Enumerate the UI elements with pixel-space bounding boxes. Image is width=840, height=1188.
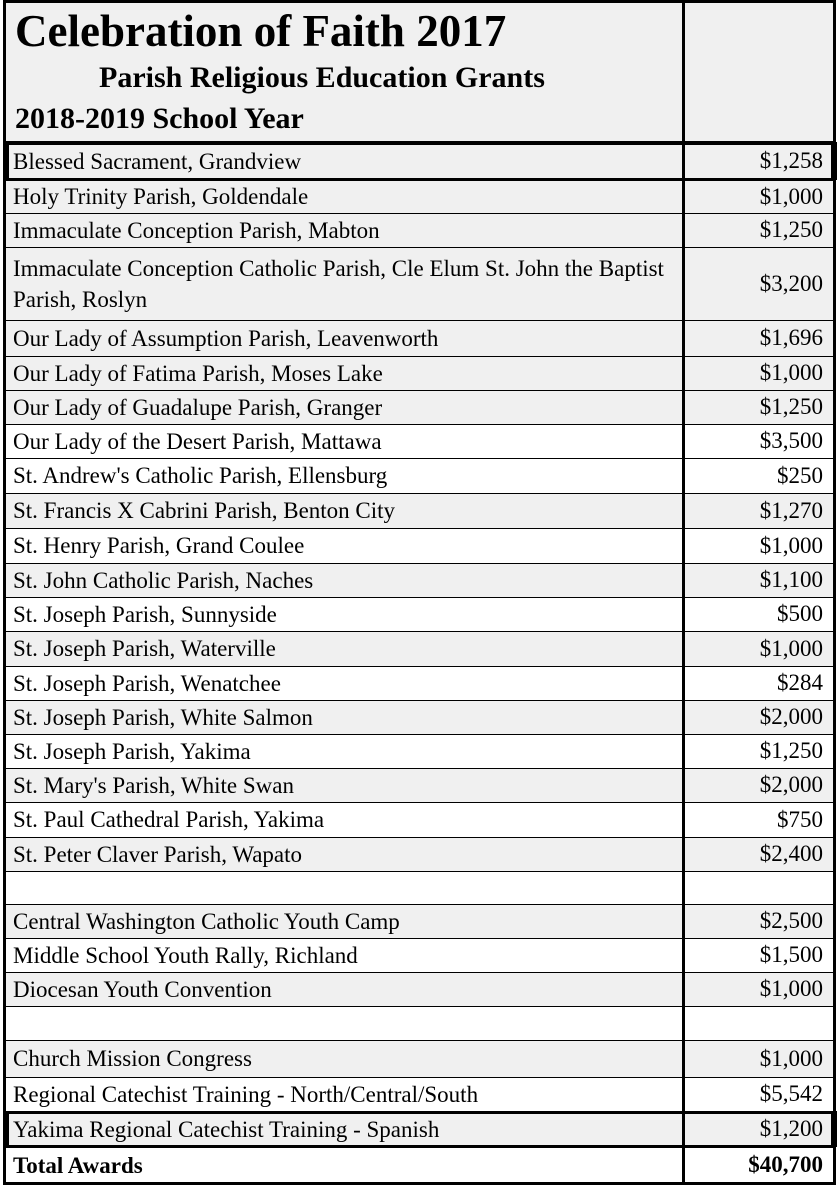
grant-amount: $2,500: [683, 904, 835, 938]
row-rule: [5, 972, 835, 973]
grant-recipient: Our Lady of Assumption Parish, Leavenworth: [5, 320, 683, 356]
row-outline-left: [3, 142, 9, 180]
grant-amount: $1,000: [683, 528, 835, 563]
grant-amount: $1,000: [683, 356, 835, 390]
grant-recipient: Church Mission Congress: [5, 1040, 683, 1077]
grant-amount: $2,000: [683, 768, 835, 802]
row-rule: [5, 356, 835, 357]
grant-recipient: Regional Catechist Training - North/Central/South: [5, 1077, 683, 1111]
grant-recipient: St. Mary's Parish, White Swan: [5, 768, 683, 802]
grant-recipient: St. Paul Cathedral Parish, Yakima: [5, 802, 683, 837]
row-outline-top: [3, 142, 836, 145]
grant-amount: $1,696: [683, 320, 835, 356]
grant-recipient: Our Lady of Fatima Parish, Moses Lake: [5, 356, 683, 390]
row-rule: [5, 247, 835, 248]
grant-amount: $1,250: [683, 390, 835, 424]
grant-amount: $5,542: [683, 1077, 835, 1111]
total-label: Total Awards: [5, 1147, 683, 1183]
grant-recipient: Our Lady of the Desert Parish, Mattawa: [5, 424, 683, 458]
row-rule: [5, 631, 835, 632]
grant-recipient: St. Joseph Parish, Waterville: [5, 631, 683, 666]
grant-recipient: St. Francis X Cabrini Parish, Benton City: [5, 493, 683, 528]
grant-recipient: Middle School Youth Rally, Richland: [5, 938, 683, 972]
grant-amount: $2,000: [683, 700, 835, 734]
grant-amount: $1,500: [683, 938, 835, 972]
row-outline-bottom: [3, 178, 836, 181]
grant-recipient: St. Joseph Parish, Yakima: [5, 734, 683, 768]
blank-amount: [683, 1006, 835, 1040]
blank-row: [5, 1006, 683, 1040]
grant-amount: $284: [683, 666, 835, 700]
page-subtitle: Parish Religious Education Grants: [99, 61, 545, 94]
grant-amount: $1,000: [683, 631, 835, 666]
page-title: Celebration of Faith 2017: [15, 6, 507, 56]
row-rule: [5, 1077, 835, 1078]
grant-recipient: St. Peter Claver Parish, Wapato: [5, 837, 683, 871]
row-rule: [5, 837, 835, 838]
blank-amount: [683, 871, 835, 904]
grant-recipient: Blessed Sacrament, Grandview: [5, 142, 683, 180]
grant-recipient: St. John Catholic Parish, Naches: [5, 563, 683, 597]
row-rule: [5, 1040, 835, 1041]
row-rule: [5, 700, 835, 701]
grant-amount: $1,000: [683, 180, 835, 213]
grant-amount: $3,500: [683, 424, 835, 458]
grant-amount: $3,200: [683, 247, 835, 320]
row-rule: [5, 213, 835, 214]
grant-amount: $750: [683, 802, 835, 837]
grant-amount: $1,000: [683, 972, 835, 1006]
grant-amount: $1,250: [683, 213, 835, 247]
row-rule: [5, 871, 835, 872]
row-rule: [5, 390, 835, 391]
row-rule: [5, 424, 835, 425]
grant-amount: $500: [683, 597, 835, 631]
header-cell: [5, 0, 683, 142]
school-year-heading: 2018-2019 School Year: [15, 102, 304, 135]
row-outline-top: [3, 1111, 836, 1114]
row-rule: [5, 493, 835, 494]
grant-recipient: Diocesan Youth Convention: [5, 972, 683, 1006]
grant-amount: $1,100: [683, 563, 835, 597]
row-rule: [5, 458, 835, 459]
row-rule: [5, 563, 835, 564]
grant-recipient: St. Henry Parish, Grand Coulee: [5, 528, 683, 563]
row-outline-left: [3, 1111, 9, 1147]
grant-recipient: St. Andrew's Catholic Parish, Ellensburg: [5, 458, 683, 493]
grant-recipient: St. Joseph Parish, Sunnyside: [5, 597, 683, 631]
grant-amount: $1,250: [683, 734, 835, 768]
row-outline-bottom: [3, 1145, 836, 1148]
row-outline-right: [831, 1111, 837, 1147]
grant-amount: $1,258: [683, 142, 835, 180]
header-amount-cell: [683, 0, 835, 142]
row-rule: [5, 666, 835, 667]
grant-recipient: Our Lady of Guadalupe Parish, Granger: [5, 390, 683, 424]
top-border: [3, 0, 836, 3]
row-rule: [5, 938, 835, 939]
row-rule: [5, 768, 835, 769]
total-amount: $40,700: [683, 1147, 835, 1183]
grant-amount: $2,400: [683, 837, 835, 871]
row-rule: [5, 734, 835, 735]
grant-recipient: St. Joseph Parish, Wenatchee: [5, 666, 683, 700]
grant-recipient: Central Washington Catholic Youth Camp: [5, 904, 683, 938]
grant-recipient: Immaculate Conception Parish, Mabton: [5, 213, 683, 247]
bottom-border: [3, 1182, 836, 1185]
row-rule: [5, 597, 835, 598]
grant-recipient: Immaculate Conception Catholic Parish, Cle Elum St. John the Baptist Parish, Roslyn: [5, 247, 683, 320]
row-rule: [5, 802, 835, 803]
row-rule: [5, 904, 835, 905]
row-outline-right: [831, 142, 837, 180]
grant-amount: $1,000: [683, 1040, 835, 1077]
grant-recipient: Yakima Regional Catechist Training - Spanish: [5, 1111, 683, 1147]
grant-amount: $250: [683, 458, 835, 493]
grant-recipient: St. Joseph Parish, White Salmon: [5, 700, 683, 734]
blank-row: [5, 871, 683, 904]
row-rule: [5, 528, 835, 529]
grant-amount: $1,200: [683, 1111, 835, 1147]
row-rule: [5, 320, 835, 321]
grant-recipient: Holy Trinity Parish, Goldendale: [5, 180, 683, 213]
row-rule: [5, 1006, 835, 1007]
grant-amount: $1,270: [683, 493, 835, 528]
